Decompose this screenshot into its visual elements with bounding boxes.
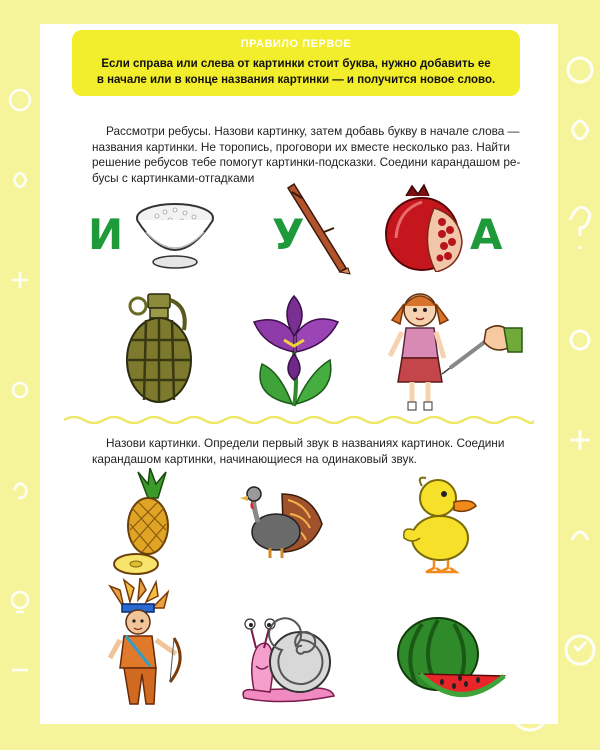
task1-line-2: названия картинки. Не торопись, проговори их вместе несколько раз. Найти xyxy=(92,139,510,154)
rice-bowl-icon xyxy=(132,198,218,272)
task2-line-1: Назови картинки. Определи первый звук в названиях картинок. Соедини xyxy=(106,436,505,450)
doodle-right-icon xyxy=(560,40,598,720)
indian-boy-icon xyxy=(94,578,186,710)
rule-line-1: Если справа или слева от картинки стоит буква, нужно добавить ее xyxy=(101,58,491,70)
task1-line-4: бусы с картинками-отгадками xyxy=(92,170,255,185)
pineapple-icon xyxy=(108,468,188,576)
rule-text xyxy=(86,56,506,88)
doodle-left-icon xyxy=(4,60,36,700)
letter-a: А xyxy=(470,210,503,259)
grenade-icon xyxy=(118,290,198,408)
rule-title: ПРАВИЛО ПЕРВОЕ xyxy=(240,38,352,50)
task1-line-3: решение ребусов тебе помогут картинки-подсказки. Соедини карандашом ре- xyxy=(92,155,521,169)
stick-icon xyxy=(284,180,356,276)
task1-paragraph xyxy=(92,124,524,186)
rule-box xyxy=(72,30,520,96)
task2-paragraph xyxy=(92,436,524,467)
letter-i: И xyxy=(88,210,124,259)
snail-icon xyxy=(234,614,338,706)
turkey-icon xyxy=(236,484,328,560)
task1-line-1: Рассмотри ребусы. Назови картинку, затем добавь букву в начале слова — xyxy=(106,124,520,138)
rule-line-2: в начале или в конце названия картинки — и получится новое слово. xyxy=(96,74,496,86)
pomegranate-icon xyxy=(382,182,468,272)
watermelon-icon xyxy=(392,612,508,704)
task2-line-2: карандашом картинки, начинающиеся на одинаковый звук. xyxy=(92,451,417,466)
letter-u: У xyxy=(272,210,305,259)
iris-flower-icon xyxy=(244,292,348,410)
girl-injection-icon xyxy=(378,288,524,412)
section-divider xyxy=(64,416,534,424)
duckling-icon xyxy=(396,474,480,574)
frame-top xyxy=(0,0,600,24)
